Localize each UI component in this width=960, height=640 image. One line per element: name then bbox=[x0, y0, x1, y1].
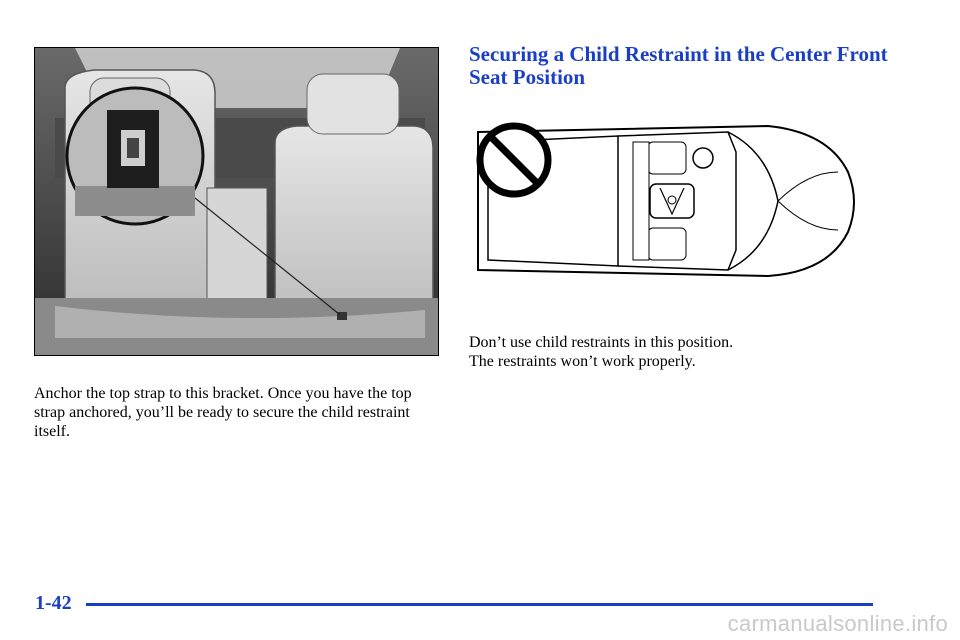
center-seat-prohibited-figure bbox=[468, 112, 860, 290]
rear-seat-bracket-figure bbox=[34, 47, 439, 356]
car-top-view-illustration bbox=[468, 112, 860, 290]
bracket-caption: Anchor the top strap to this bracket. Once you have the top strap anchored, you’ll be ready to secure the child restraint itself. bbox=[34, 385, 412, 440]
footer-rule bbox=[86, 603, 873, 606]
warning-caption bbox=[469, 333, 889, 371]
warning-caption-line-2: The restraints won’t work properly. bbox=[469, 353, 696, 370]
page-number: 1-42 bbox=[35, 592, 72, 614]
watermark: carmanualsonline.info bbox=[727, 611, 948, 636]
section-heading: Securing a Child Restraint in the Center Front Seat Position bbox=[469, 42, 888, 89]
rear-seat-illustration bbox=[35, 48, 439, 356]
warning-caption-line-1: Don’t use child restraints in this position. bbox=[469, 334, 734, 351]
